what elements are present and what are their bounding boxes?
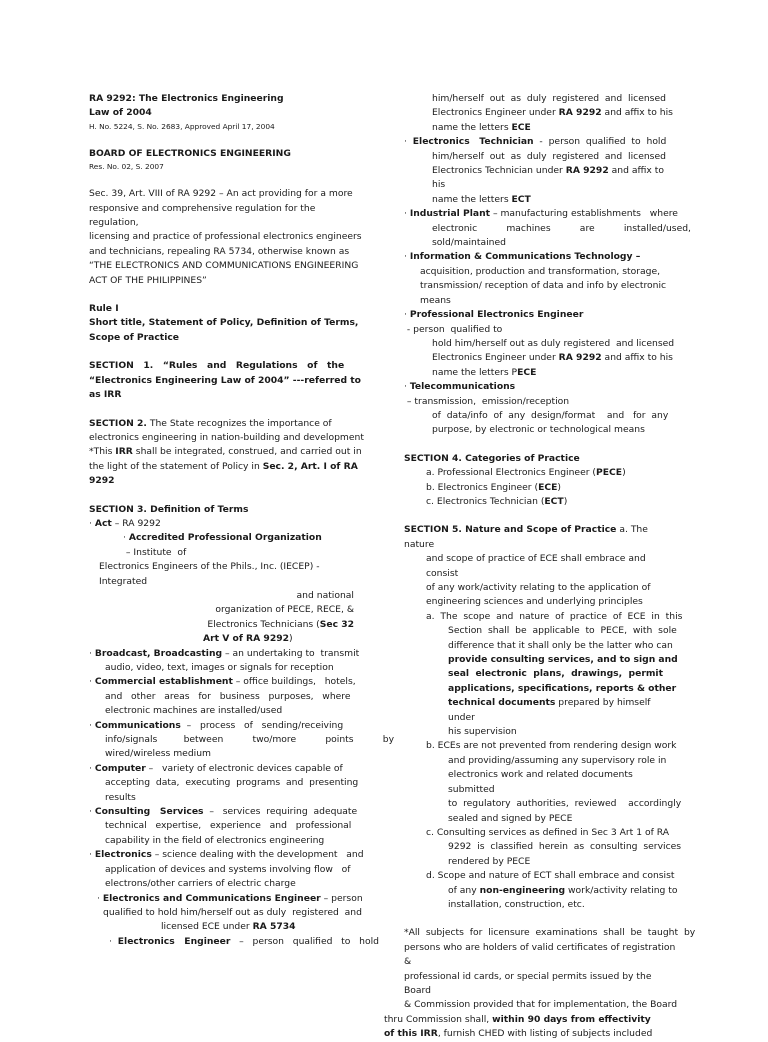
right-column — [384, 92, 696, 1042]
rule-heading: Rule I Short title, Statement of Policy, Definition of Terms, Scope of Practice — [89, 303, 359, 343]
section-2: SECTION 2. The State recognizes the importance of electronics engineering in nation-building and development *This IRR shall be integrated, construed, and carried out in the light of the statement of Policy in Sec. 2, Art. I of RA 9292 — [89, 417, 364, 487]
section-5: SECTION 5. Nature and Scope of Practice a. The nature and scope of practice of ECE shall embrace and consist of any work/activity relating to the application of engineering sciences and underlying principles a. The scope and nature of practice of ECE in this Section shall be applicable to PECE, with sole difference that it shall only be the latter who can provide consulting services, and to sign and seal electronic plans, drawings, permit applications, specifications, reports & other technical documents prepared by himself under his supervision b. ECEs are not prevented from rendering design work and providing/assuming any supervisory role in electronics work and related documents submitted to regulatory authorities, reviewed accordingly sealed and signed by PECE c. Consulting services as defined in Sec 3 Art 1 of RA 9292 is classified herein as consulting services rendered by PECE d. Scope and nature of ECT shall embrace and consist of any non-engineering work/activity relating to installation, construction, etc. — [404, 523, 680, 912]
term-consulting-services: · Consulting Services – services requiring adequate technical expertise, experience and professional capability in the field of electronics engineering — [89, 806, 358, 846]
board-title: BOARD OF ELECTRONICS ENGINEERING — [89, 147, 291, 159]
section-5d: d. Scope and nature of ECT shall embrace and consist of any non-engineering work/activity relating to installation, construction, etc. — [426, 870, 678, 910]
term-electronics-technician: · Electronics Technician - person qualified to hold him/herself out as duly registered and licensed Electronics Technician under RA 9292 and affix to his name the letters ECT — [404, 136, 667, 205]
term-professional-ee: · Professional Electronics Engineer - person qualified to hold him/herself out as duly registered and licensed Electronics Engineer under RA 9292 and affix to his name the letters PECE — [404, 309, 675, 378]
term-computer: · Computer – variety of electronic devices capable of accepting data, executing programs and presenting results — [89, 762, 359, 803]
term-act: · Act – RA 9292 — [89, 517, 161, 529]
term-electronics-engineer-cont: him/herself out as duly registered and licensed Electronics Engineer under RA 9292 and affix to his name the letters ECE — [432, 93, 673, 133]
section-5a: a. The scope and nature of practice of ECE in this Section shall be applicable to PECE, with sole difference that it shall only be the latter who can provide consulting services, and to sign and seal electronic plans, drawings, permit applications, specifications, reports & other technical documents prepared by himself under his supervision — [426, 610, 683, 738]
term-industrial-plant: · Industrial Plant – manufacturing establishments where electronic machines are installed/used, sold/maintained — [404, 208, 691, 249]
section-1: SECTION 1. “Rules and Regulations of the “Electronics Engineering Law of 2004” ---referred to as IRR — [89, 360, 361, 401]
law-reference: H. No. 5224, S. No. 2683, Approved April 17, 2004 — [89, 121, 275, 131]
section-5c: c. Consulting services as defined in Sec 3 Art 1 of RA 9292 is classified herein as consulting services rendered by PECE — [426, 826, 682, 867]
section-5b: b. ECEs are not prevented from rendering design work and providing/assuming any supervisory role in electronics work and related documents submitted to regulatory authorities, reviewed accordingly sealed and signed by PECE — [426, 740, 682, 824]
board-reference: Res. No. 02, S. 2007 — [89, 162, 164, 172]
term-ict: · Information & Communications Technology – acquisition, production and transformation, storage, transmission/ reception of data and info by electronic means — [404, 251, 667, 306]
term-commercial-establishment: · Commercial establishment – office buildings, hotels, and other areas for business purposes, where electronic machines are installed/used — [89, 676, 356, 717]
section-3: SECTION 3. Definition of Terms · Act – RA 9292 · Accredited Professional Organization – Institute of Electronics Engineers of the Phils., Inc. (IECEP) - Integrated and national organization of PECE, RECE, & Electronics Technicians (Sec 32 Art V of RA 9292) · Broadcast, Broadcasting – an undertaking to transmit audio, video, text, images or signals for reception · Commercial establishment – office buildings, hotels, and other areas for business purposes, where electronic machines are installed/used · Communications – process of sending/receiving info/signals between two/more points by wired/wireless medium · Computer – variety of electronic devices capable of accepting data, executing programs and presenting results · Consulting Services – services requiring adequate technical expertise, experience and professional capability in the field of electronics engineering · Electronics – science dealing with the development and application of devices and systems involving flow of electrons/other carriers of electric charge · Electronics and Communications Engineer – person qualified to hold him/herself out as duly registered and licensed ECE under RA 5734 · Electronics Engineer – person qualified to hold — [89, 503, 364, 950]
law-title-line2: Law of 2004 — [89, 107, 152, 119]
licensure-note: *All subjects for licensure examinations shall be taught by persons who are holders of valid certificates of registration & professional id cards, or special permits issued by the Board & Commission provided that for implementation, the Board thru Commission shall, within 90 days from effectivity of this IRR, furnish CHED with listing of subjects included — [384, 927, 696, 1040]
left-column — [89, 92, 395, 949]
term-communications: · Communications – process of sending/receiving info/signals between two/more points by wired/wireless medium — [89, 719, 395, 760]
section-4: SECTION 4. Categories of Practice a. Professional Electronics Engineer (PECE) b. Electronics Engineer (ECE) c. Electronics Technician (ECT) — [404, 452, 626, 507]
term-broadcast: · Broadcast, Broadcasting – an undertaking to transmit audio, video, text, images or signals for reception — [89, 647, 360, 673]
term-telecommunications: · Telecommunications – transmission, emission/reception of data/info of any design/format and for any purpose, by electronic or technological means — [404, 381, 669, 436]
term-accredited-org: · Accredited Professional Organization – Institute of Electronics Engineers of the Phils., Inc. (IECEP) - Integrated and national organization of PECE, RECE, & Electronics Technicians (Sec 32 Art V of RA 9292) — [99, 532, 354, 645]
term-electronics: · Electronics – science dealing with the development and application of devices and systems involving flow of electrons/other carriers of electric charge — [89, 849, 364, 890]
term-electronics-engineer: · Electronics Engineer – person qualified to hold — [109, 935, 379, 947]
sec39-paragraph: Sec. 39, Art. VIII of RA 9292 – An act providing for a more responsive and comprehensive regulation for the regulation, licensing and practice of professional electronics engineers and technicians, repealing RA 5734, otherwise known as “THE ELECTRONICS AND COMMUNICATIONS ENGINEERING ACT OF THE PHILIPPINES” — [89, 188, 362, 286]
term-ece: · Electronics and Communications Engineer – person qualified to hold him/herself out as duly registered and licensed ECE under RA 5734 — [97, 892, 363, 933]
law-title: RA 9292: The Electronics Engineering — [89, 93, 284, 104]
